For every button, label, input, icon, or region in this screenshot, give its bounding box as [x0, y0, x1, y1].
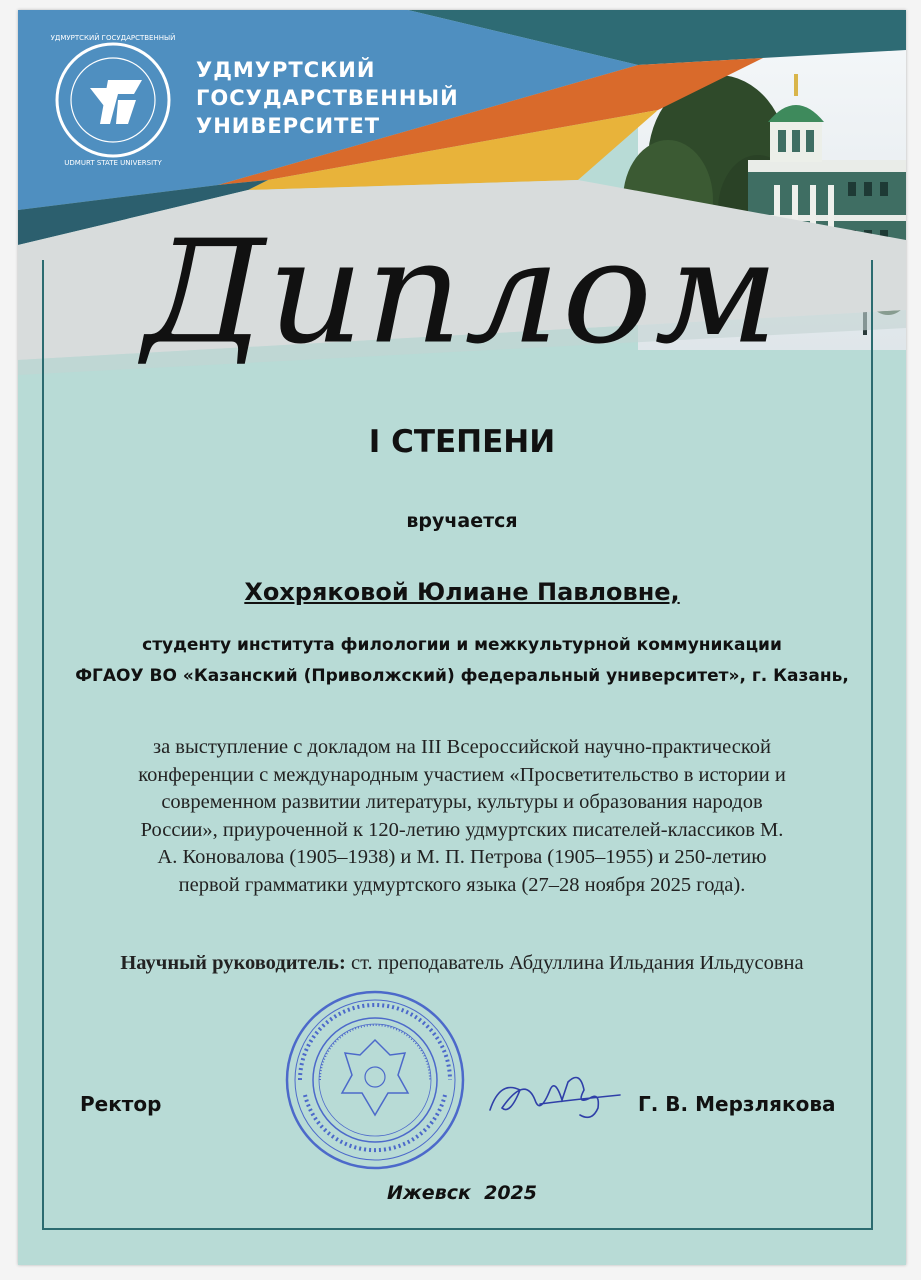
diploma-sheet — [18, 10, 906, 1265]
university-name — [196, 56, 459, 140]
document-type-title: Диплом — [143, 210, 781, 376]
university-name-line: УНИВЕРСИТЕТ — [196, 114, 381, 138]
supervisor-label: Научный руководитель: — [120, 952, 346, 974]
reason-line: конференции с международным участием «Просветительство в истории и — [138, 763, 786, 786]
award-reason — [78, 734, 846, 899]
rector-name: Г. В. Мерзлякова — [638, 1092, 836, 1116]
recipient-name: Хохряковой Юлиане Павловне, — [244, 578, 680, 606]
recipient-affiliation — [38, 630, 886, 692]
supervisor-value: ст. преподаватель Абдуллина Ильдания Ильдусовна — [345, 952, 804, 974]
affiliation-line: студенту института филологии и межкультурной коммуникации — [142, 635, 782, 655]
affiliation-line: ФГАОУ ВО «Казанский (Приволжский) федеральный университет», г. Казань, — [75, 666, 849, 686]
rector-signature — [480, 1060, 630, 1132]
svg-text:UDMURT STATE UNIVERSITY: UDMURT STATE UNIVERSITY — [64, 159, 162, 167]
university-name-line: УДМУРТСКИЙ — [196, 58, 376, 82]
reason-line: первой грамматики удмуртского языка (27–28 ноября 2025 года). — [178, 873, 746, 896]
rector-title: Ректор — [80, 1092, 162, 1116]
reason-line: современном развитии литературы, культуры и образования народов — [161, 791, 763, 813]
reason-line: за выступление с докладом на III Всероссийской научно-практической — [152, 736, 772, 758]
university-name-line: ГОСУДАРСТВЕННЫЙ — [196, 86, 459, 110]
official-seal — [280, 985, 470, 1175]
svg-text:УДМУРТСКИЙ ГОСУДАРСТВЕННЫЙ: УДМУРТСКИЙ ГОСУДАРСТВЕННЫЙ — [50, 34, 176, 42]
degree-title: I СТЕПЕНИ — [368, 424, 556, 460]
reason-line: России», приуроченной к 120-летию удмуртских писателей-классиков М. — [140, 818, 784, 841]
place-year: Ижевск 2025 — [387, 1182, 537, 1204]
supervisor-line — [18, 952, 906, 975]
awarded-text: вручается — [406, 510, 518, 532]
reason-line: А. Коновалова (1905–1938) и М. П. Петрова (1905–1955) и 250-летию — [157, 846, 767, 868]
